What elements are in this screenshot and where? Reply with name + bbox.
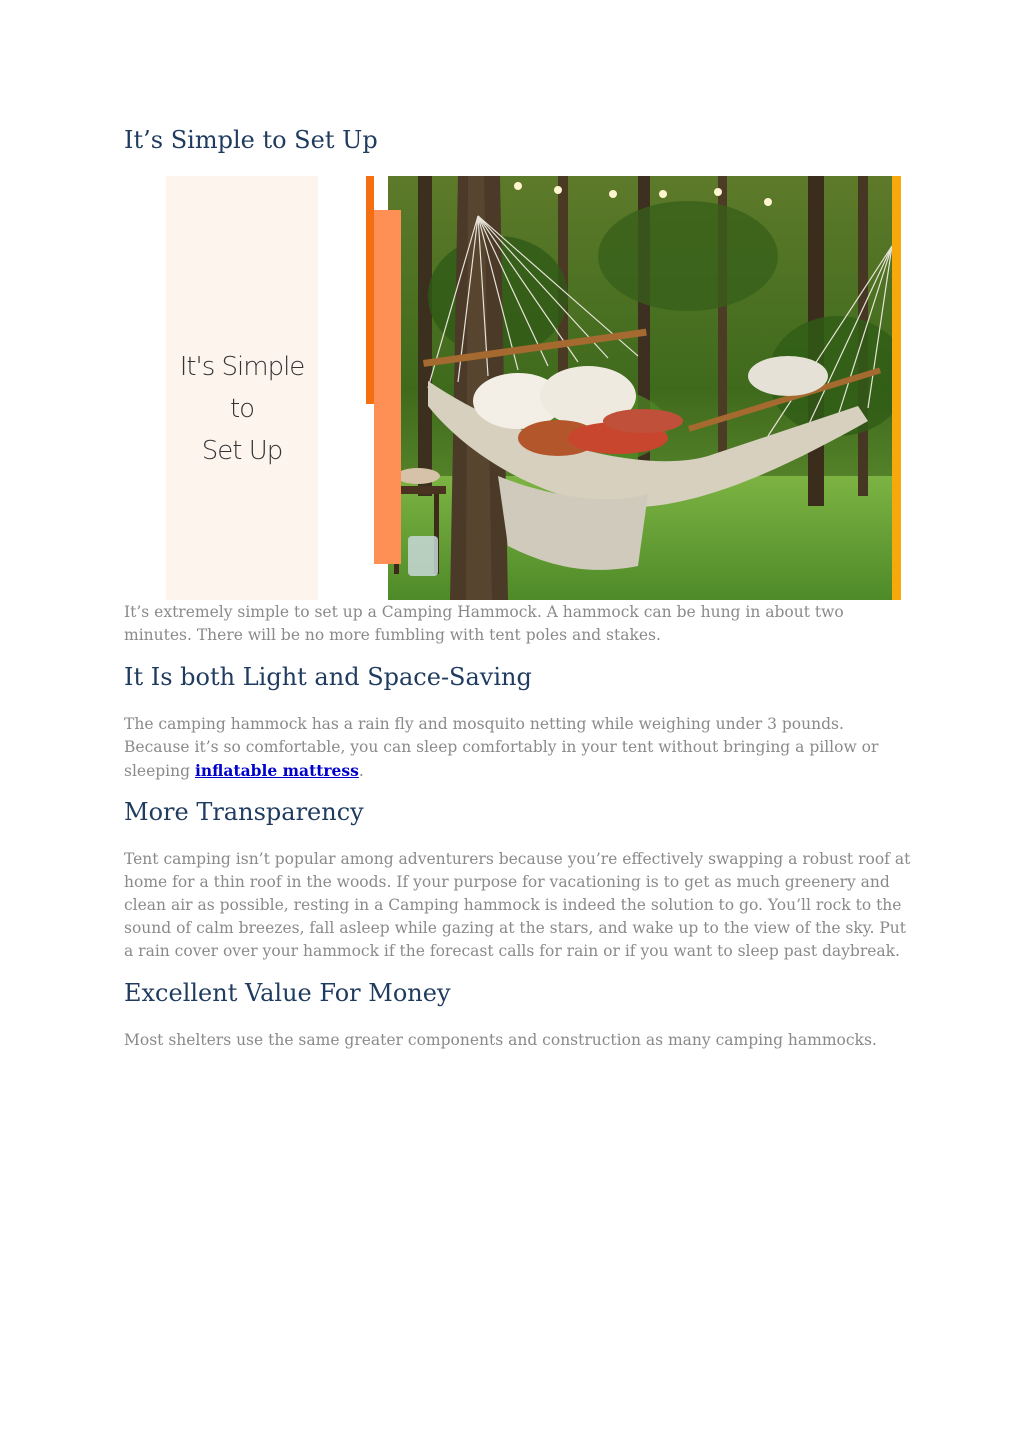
section-body-setup: It’s extremely simple to set up a Camping Hammock. A hammock can be hung in about two minutes. There will be no more fumbling with tent poles and stakes. <box>124 603 844 644</box>
section-body-transparency: Tent camping isn’t popular among adventurers because you’re effectively swapping a robust roof at home for a thin roof in the woods. If your purpose for vacationing is to get as much greenery and clean air as possible, resting in a Camping hammock is indeed the solution to go. You’ll rock to the sound of calm breezes, fall asleep while gazing at the stars, and wake up to the view of the sky. Put a rain cover over your hammock if the forecast calls for rain or if you want to sleep past daybreak. <box>124 850 911 960</box>
figure-title-line-1: It's Simple to <box>179 352 305 424</box>
hammock-figure <box>166 176 901 600</box>
section-body-light-end: . <box>358 762 364 780</box>
hammock-photo <box>388 176 892 600</box>
accent-bar-light <box>374 210 401 564</box>
section-heading-transparency: More Transparency <box>124 798 364 826</box>
section-body-light <box>124 713 914 783</box>
accent-bar-dark <box>366 176 374 404</box>
section-heading-setup: It’s Simple to Set Up <box>124 126 378 154</box>
hammock-forest-image <box>388 176 892 600</box>
figure-title-text <box>166 346 318 472</box>
section-body-light-text: The camping hammock has a rain fly and mosquito netting while weighing under 3 pounds. Because it’s so comfortable, you can sleep comfortably in your tent without bringing a pillow or sleeping <box>124 715 879 780</box>
figure-title-line-2: Set Up <box>201 436 283 466</box>
section-body-value: Most shelters use the same greater components and construction as many camping hammocks. <box>124 1031 877 1049</box>
accent-bar-right <box>892 176 901 600</box>
figure-title-card <box>166 176 318 600</box>
section-heading-light: It Is both Light and Space-Saving <box>124 663 532 691</box>
inflatable-mattress-link[interactable]: inflatable mattress <box>194 761 359 780</box>
section-heading-value: Excellent Value For Money <box>124 979 451 1007</box>
